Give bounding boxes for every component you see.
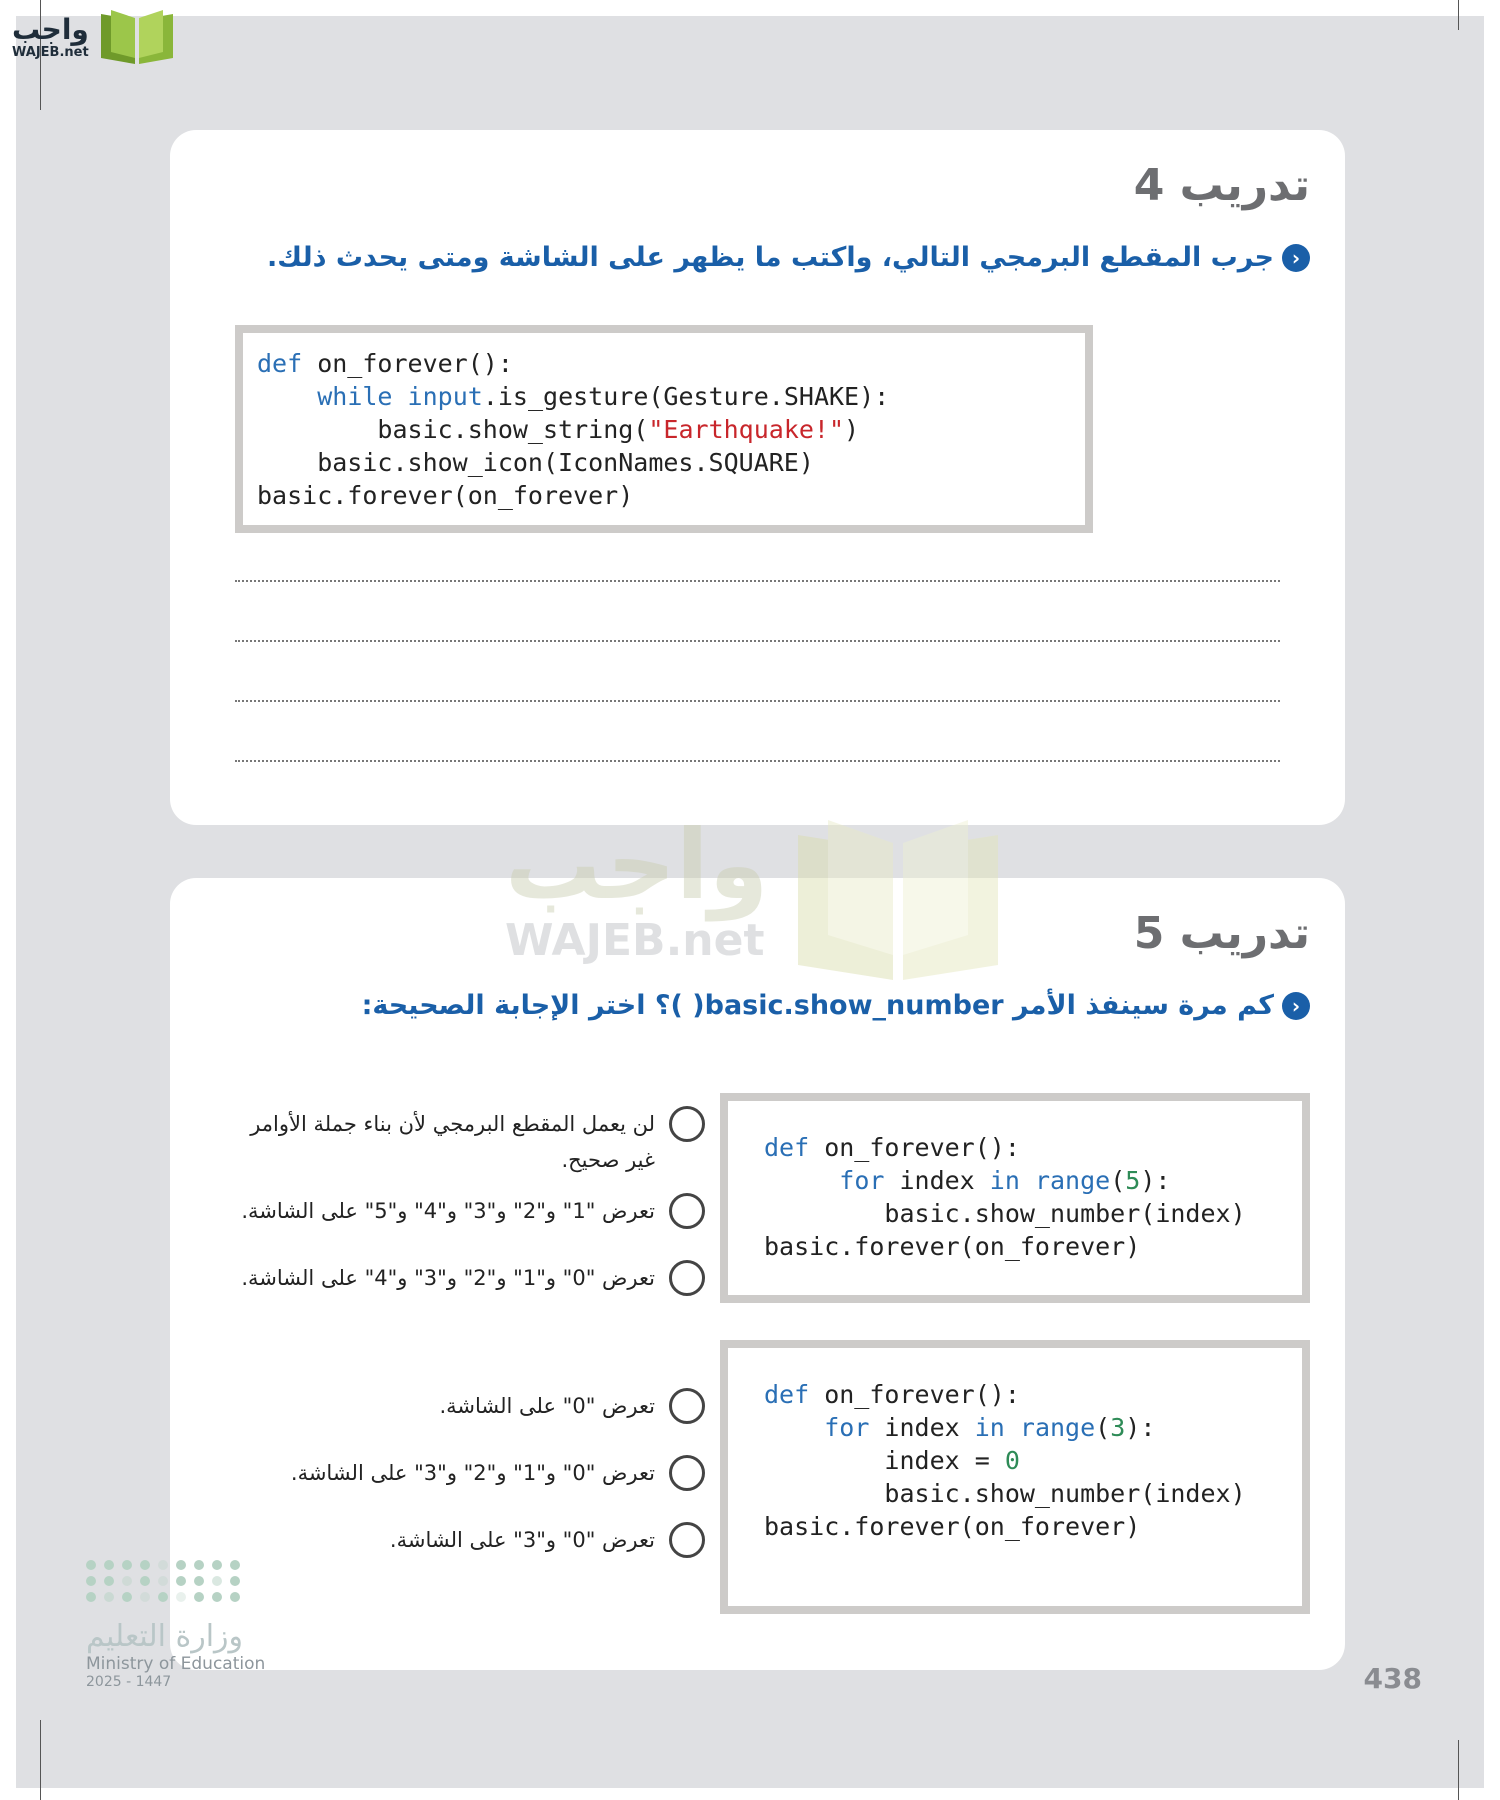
option-1b[interactable]: تعرض "1" و"2" و"3" و"4" و"5" على الشاشة.	[241, 1193, 705, 1229]
ministry-logo	[86, 1560, 265, 1690]
radio-button[interactable]	[669, 1193, 705, 1229]
book-icon	[97, 8, 177, 66]
chevron-left-icon: ‹	[1282, 992, 1310, 1020]
chevron-left-icon: ‹	[1282, 244, 1310, 272]
crop-mark	[1458, 0, 1459, 30]
exercise-4-card	[170, 130, 1345, 825]
exercise-5-code-block-1	[720, 1093, 1310, 1303]
exercise-4-question-text: جرب المقطع البرمجي التالي، واكتب ما يظهر على الشاشة ومتى يحدث ذلك.	[267, 242, 1274, 273]
answer-line[interactable]	[235, 580, 1280, 582]
exercise-5-code-block-2	[720, 1340, 1310, 1614]
option-2c[interactable]: تعرض "0" و"3" على الشاشة.	[390, 1522, 705, 1558]
crop-mark	[1458, 1740, 1459, 1800]
radio-button[interactable]	[669, 1455, 705, 1491]
answer-line[interactable]	[235, 760, 1280, 762]
code-listing: def on_forever(): while input.is_gesture(Gesture.SHAKE): basic.show_string("Earthquake!") basic.show_icon(IconNames.SQUARE) basic.forever(on_forever)	[257, 349, 890, 510]
option-1c[interactable]: تعرض "0" و"1" و"2" و"3" و"4" على الشاشة.	[241, 1260, 705, 1296]
exercise-5-title: تدريب 5	[1133, 908, 1310, 959]
exercise-5-card	[170, 878, 1345, 1670]
watermark-english: WAJEB.net	[505, 915, 765, 966]
option-1a[interactable]: لن يعمل المقطع البرمجي لأن بناء جملة الأوامر غير صحيح.	[235, 1106, 705, 1178]
radio-button[interactable]	[669, 1388, 705, 1424]
watermark-arabic: واجب	[505, 809, 769, 921]
logo-english: WAJEB.net	[12, 44, 89, 60]
logo-arabic: واجب	[12, 12, 89, 46]
exercise-5-question	[362, 990, 1310, 1021]
radio-button[interactable]	[669, 1522, 705, 1558]
option-2a[interactable]: تعرض "0" على الشاشة.	[439, 1388, 705, 1424]
wajeb-logo[interactable]	[12, 8, 177, 66]
ministry-dots-icon	[86, 1560, 265, 1602]
code-listing-1: def on_forever(): for index in range(5): basic.show_number(index) basic.forever(on_forever)	[764, 1133, 1246, 1261]
answer-line[interactable]	[235, 700, 1280, 702]
exercise-4-title: تدريب 4	[1133, 160, 1310, 211]
radio-button[interactable]	[669, 1260, 705, 1296]
answer-line[interactable]	[235, 640, 1280, 642]
ministry-name-english: Ministry of Education	[86, 1654, 266, 1674]
academic-year: 2025 - 1447	[86, 1674, 172, 1690]
page-number: 438	[1363, 1662, 1422, 1695]
option-2b[interactable]: تعرض "0" و"1" و"2" و"3" على الشاشة.	[291, 1455, 705, 1491]
exercise-4-code-block	[235, 325, 1093, 533]
ministry-name-arabic: وزارة التعليم	[86, 1619, 244, 1654]
crop-mark	[40, 1720, 41, 1800]
code-listing-2: def on_forever(): for index in range(3): index = 0 basic.show_number(index) basic.forever(on_forever)	[764, 1380, 1246, 1541]
radio-button[interactable]	[669, 1106, 705, 1142]
exercise-4-question	[267, 242, 1310, 273]
exercise-5-question-text: كم مرة سينفذ الأمر basic.show_number( )؟ اختر الإجابة الصحيحة:	[361, 990, 1274, 1021]
